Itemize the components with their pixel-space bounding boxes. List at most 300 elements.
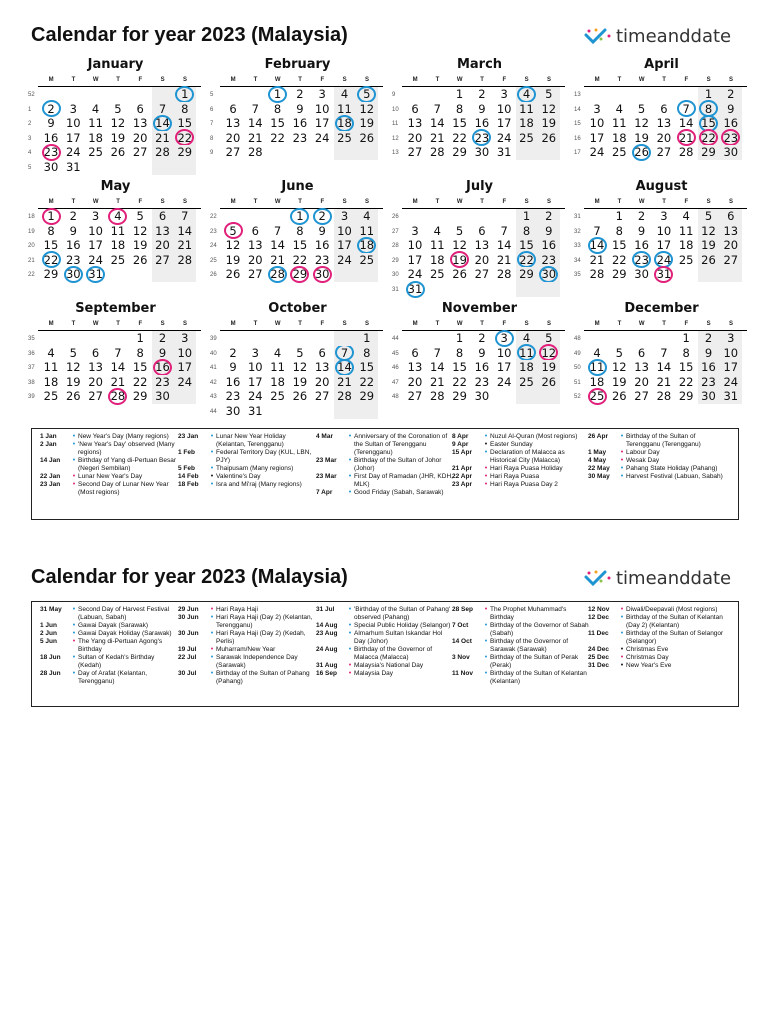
day-cell: 20	[225, 130, 241, 145]
day-cell: 20	[314, 374, 330, 389]
holiday-entry	[178, 465, 315, 473]
day-cell: 27	[656, 145, 672, 160]
day-cell: 5	[136, 209, 144, 223]
day-cell: 25	[334, 131, 356, 146]
week-number: 30	[392, 272, 399, 279]
holiday-entry	[316, 489, 453, 497]
day-cell: 20	[474, 252, 490, 267]
day-cell: 8	[615, 223, 623, 238]
weekday-header: F	[684, 321, 689, 327]
weekday-header: W	[274, 321, 281, 327]
holiday-entry	[588, 449, 725, 457]
day-cell: 19	[611, 374, 627, 389]
day-cell: 26	[611, 389, 627, 404]
day-cell: 9	[478, 101, 486, 116]
holiday-type-dot-icon: •	[620, 654, 624, 661]
day-cell: 20	[656, 130, 672, 145]
day-cell: 26	[292, 389, 308, 404]
day-cell: 3	[334, 209, 356, 224]
day-cell: 3	[500, 87, 508, 101]
day-cell: 1	[47, 209, 55, 223]
day-cell: 6	[478, 223, 486, 238]
day-cell: 23	[65, 252, 81, 267]
week-number: 46	[392, 365, 399, 372]
holiday-column	[588, 606, 725, 670]
week-number: 38	[28, 379, 35, 386]
week-number: 23	[210, 228, 217, 235]
holiday-entry	[178, 473, 315, 481]
holiday-name: Easter Sunday	[490, 441, 533, 448]
day-cell: 9	[296, 101, 304, 116]
day-cell: 9	[538, 224, 560, 239]
timeanddate-logo-2[interactable]	[583, 568, 731, 589]
weekday-header: W	[638, 77, 645, 83]
holiday-name: Birthday of the Governor of Malacca (Malacca)	[354, 646, 433, 661]
weekday-header: F	[138, 77, 143, 83]
holiday-entry	[316, 606, 453, 622]
holiday-name: New Year's Day (Many regions)	[78, 433, 169, 440]
week-number: 10	[392, 106, 399, 113]
day-cell: 22	[356, 375, 378, 390]
day-cell: 24	[589, 145, 605, 160]
day-cell: 6	[136, 101, 144, 116]
month-may	[28, 177, 203, 297]
weekday-header: T	[617, 321, 622, 327]
day-cell: 28	[496, 267, 512, 282]
day-cell: 14	[678, 116, 694, 131]
holiday-name: Malaysia Day	[354, 670, 394, 677]
day-cell: 2	[318, 209, 326, 223]
week-number: 9	[210, 150, 214, 157]
holiday-date: 30 Jun	[178, 630, 199, 637]
day-cell: 19	[292, 374, 308, 389]
holiday-type-dot-icon: •	[348, 457, 352, 464]
day-cell: 6	[229, 101, 237, 116]
day-cell: 2	[637, 209, 646, 223]
holiday-type-dot-icon: •	[620, 606, 624, 613]
day-cell: 17	[407, 252, 423, 267]
day-cell: 23	[314, 252, 330, 267]
week-number: 51	[574, 379, 581, 386]
month-name: January	[87, 57, 144, 72]
day-cell: 19	[634, 130, 649, 145]
day-cell: 3	[91, 209, 100, 223]
week-number: 1	[28, 106, 32, 113]
holiday-date: 24 Dec	[588, 646, 609, 653]
day-cell: 29	[452, 145, 467, 160]
day-cell: 8	[136, 345, 144, 360]
empty-weekend-cell	[538, 389, 560, 404]
weekday-header: T	[253, 77, 258, 83]
weekday-header: S	[546, 77, 551, 83]
holiday-column	[178, 433, 315, 489]
day-cell: 25	[110, 252, 126, 267]
holiday-date: 22 Jan	[40, 473, 61, 480]
day-cell: 22	[43, 252, 59, 267]
day-cell: 25	[611, 145, 627, 160]
day-cell: 2	[720, 87, 742, 102]
day-cell: 28	[247, 145, 263, 160]
holiday-name: Pahang State Holiday (Pahang)	[626, 465, 718, 472]
day-cell: 21	[496, 252, 512, 267]
day-cell: 20	[247, 252, 263, 267]
weekday-header: W	[638, 199, 645, 205]
holiday-entry	[40, 630, 177, 638]
holiday-type-dot-icon: •	[72, 630, 76, 637]
day-cell: 5	[356, 87, 378, 102]
holiday-entry	[40, 457, 177, 473]
holiday-name: Second Day of Harvest Festival (Labuan, Sabah)	[78, 606, 170, 621]
empty-weekend-cell	[516, 389, 538, 404]
week-number: 39	[28, 394, 35, 401]
day-cell: 15	[516, 238, 538, 253]
day-cell: 12	[132, 223, 148, 238]
holiday-name: Hari Raya Puasa Holiday	[490, 465, 563, 472]
holiday-column	[40, 433, 177, 497]
holiday-entry	[588, 662, 725, 670]
holiday-date: 7 Apr	[316, 489, 333, 496]
day-cell: 4	[433, 223, 441, 238]
weekday-header: M	[594, 199, 600, 205]
month-april	[574, 55, 749, 175]
weekday-header: S	[728, 321, 733, 327]
day-cell: 30	[698, 389, 720, 404]
day-cell: 1	[296, 209, 304, 223]
holiday-type-dot-icon: •	[484, 654, 488, 661]
day-cell: 6	[251, 223, 259, 238]
week-number: 42	[210, 379, 217, 386]
empty-weekend-cell	[356, 404, 378, 419]
weekday-header: T	[116, 321, 120, 327]
day-cell: 21	[247, 130, 263, 145]
holiday-entry	[452, 622, 589, 638]
month-march	[392, 55, 567, 175]
holiday-name: Malaysia's National Day	[354, 662, 424, 669]
holiday-date: 28 Jun	[40, 670, 61, 677]
week-number: 47	[392, 379, 399, 386]
day-cell: 1	[455, 331, 464, 345]
day-cell: 15	[43, 238, 59, 253]
day-cell: 28	[589, 267, 605, 282]
holiday-entry	[40, 481, 177, 497]
day-cell: 4	[615, 101, 623, 116]
day-cell: 14	[334, 360, 356, 375]
holiday-entry	[588, 473, 725, 481]
day-cell: 24	[407, 267, 423, 282]
day-cell: 9	[478, 345, 486, 360]
week-number: 41	[210, 365, 217, 372]
day-cell: 10	[496, 101, 512, 116]
day-cell: 19	[356, 116, 378, 131]
day-cell: 17	[589, 130, 605, 145]
day-cell: 18	[589, 374, 605, 389]
holiday-entry	[178, 670, 315, 686]
holiday-entry	[40, 622, 177, 630]
weekday-header: T	[116, 199, 120, 205]
holiday-name: 'New Year's Day' observed (Many regions)	[78, 441, 175, 456]
day-cell: 9	[152, 346, 174, 361]
day-cell: 18	[516, 116, 538, 131]
day-cell: 28	[678, 145, 694, 160]
holiday-entry	[178, 481, 315, 489]
holiday-date: 14 Feb	[178, 473, 199, 480]
day-cell: 14	[152, 116, 174, 131]
day-cell: 15	[292, 238, 308, 253]
day-cell: 16	[720, 116, 742, 131]
day-cell: 7	[334, 346, 356, 361]
holiday-date: 28 Sep	[452, 606, 473, 613]
day-cell: 16	[538, 238, 560, 253]
day-cell: 5	[296, 345, 304, 360]
weekday-header: F	[502, 77, 507, 83]
day-cell: 15	[678, 360, 694, 375]
weekday-header: T	[71, 321, 76, 327]
holiday-entry	[40, 433, 177, 441]
day-cell: 29	[174, 145, 196, 160]
weekday-header: S	[706, 321, 711, 327]
week-number: 20	[28, 243, 35, 250]
weekday-header: M	[412, 199, 418, 205]
month-july	[392, 177, 567, 297]
day-cell: 7	[433, 345, 441, 360]
holiday-date: 15 Apr	[452, 449, 472, 456]
day-cell: 28	[429, 389, 445, 404]
holiday-name: Second Day of Lunar New Year (Most regions)	[78, 481, 169, 496]
day-cell: 3	[69, 101, 77, 116]
holiday-date: 14 Aug	[316, 622, 338, 629]
holiday-name: Wesak Day	[626, 457, 660, 464]
holiday-entry	[316, 670, 453, 678]
day-cell: 17	[88, 238, 103, 253]
day-cell: 16	[634, 238, 649, 253]
holiday-entry	[40, 654, 177, 670]
empty-weekend-cell	[538, 282, 560, 297]
week-number: 52	[28, 92, 35, 98]
weekday-header: S	[364, 321, 369, 327]
week-number: 48	[392, 394, 399, 401]
day-cell: 20	[88, 374, 103, 389]
holiday-date: 23 Apr	[452, 481, 472, 488]
holiday-entry	[588, 654, 725, 662]
holiday-name: Declaration of Malacca as Historical City (Malacca)	[490, 449, 565, 464]
day-cell: 27	[88, 389, 103, 404]
holiday-entry	[316, 622, 453, 630]
holiday-entry	[452, 638, 589, 654]
day-cell: 14	[174, 224, 196, 239]
day-cell: 17	[720, 360, 742, 375]
day-cell: 7	[660, 345, 668, 360]
day-cell: 19	[132, 238, 148, 253]
week-number: 8	[210, 135, 214, 142]
day-cell: 30	[225, 404, 241, 418]
week-number: 16	[574, 135, 581, 142]
holiday-entry	[316, 457, 453, 473]
day-cell: 13	[656, 116, 672, 131]
day-cell: 14	[496, 238, 512, 253]
day-cell: 12	[356, 102, 378, 117]
month-june	[210, 177, 385, 297]
weekday-header: W	[456, 199, 463, 205]
day-cell: 29	[43, 267, 59, 282]
weekday-header: T	[617, 77, 622, 83]
day-cell: 28	[270, 267, 285, 282]
holiday-name: Birthday of the Sultan of Perak (Perak)	[490, 654, 579, 669]
weekday-header: T	[435, 321, 440, 327]
holiday-entry	[316, 662, 453, 670]
day-cell: 31	[65, 160, 81, 174]
day-cell: 8	[356, 346, 378, 361]
weekday-header: T	[662, 199, 666, 205]
timeanddate-logo[interactable]	[583, 26, 731, 47]
day-cell: 10	[65, 116, 81, 131]
holiday-type-dot-icon: •	[484, 638, 488, 645]
day-cell: 29	[678, 389, 694, 404]
holiday-date: 16 Sep	[316, 670, 337, 677]
empty-weekend-cell	[538, 145, 560, 160]
day-cell: 12	[538, 346, 560, 361]
month-name: November	[441, 301, 518, 316]
holiday-date: 2 Jan	[40, 441, 57, 448]
day-cell: 2	[478, 331, 486, 345]
holiday-date: 19 Jul	[178, 646, 197, 653]
day-cell: 15	[270, 116, 285, 131]
day-cell: 18	[270, 374, 285, 389]
week-number: 2	[28, 121, 32, 128]
day-cell: 6	[152, 209, 174, 224]
day-cell: 23	[538, 253, 560, 268]
weekday-header: S	[160, 77, 165, 83]
day-cell: 17	[314, 116, 330, 131]
day-cell: 29	[132, 389, 148, 404]
day-cell: 3	[660, 209, 668, 223]
holiday-date: 12 Dec	[588, 614, 609, 621]
day-cell: 4	[114, 209, 122, 223]
week-number: 26	[210, 272, 217, 279]
day-cell: 21	[270, 252, 285, 267]
holiday-name: First Day of Ramadan (JHR, KDH, MLK)	[354, 473, 453, 488]
day-cell: 27	[247, 267, 263, 282]
day-cell: 18	[88, 130, 103, 145]
day-cell: 4	[334, 87, 356, 102]
holiday-name: Good Friday (Sabah, Sarawak)	[354, 489, 444, 496]
holiday-date: 1 Feb	[178, 449, 195, 456]
holiday-type-dot-icon: •	[348, 606, 352, 613]
day-cell: 8	[682, 345, 690, 360]
holiday-type-dot-icon: •	[620, 646, 624, 653]
holiday-name: Nuzul Al-Quran (Most regions)	[490, 433, 578, 440]
holiday-name: Diwali/Deepavali (Most regions)	[626, 606, 718, 613]
weekday-header: T	[116, 77, 120, 83]
weekday-header: S	[524, 321, 529, 327]
day-cell: 8	[47, 223, 55, 238]
weekday-header: M	[412, 321, 418, 327]
day-cell: 16	[43, 130, 59, 145]
holiday-column	[178, 606, 315, 686]
day-cell: 25	[516, 131, 538, 146]
weekday-header: T	[71, 77, 76, 83]
day-cell: 19	[538, 360, 560, 375]
holiday-entry	[40, 441, 177, 457]
day-cell: 5	[698, 209, 720, 224]
week-number: 45	[392, 350, 399, 357]
holiday-entry	[178, 449, 315, 465]
holiday-name: Harvest Festival (Labuan, Sabah)	[626, 473, 723, 480]
holiday-name: Sultan of Kedah's Birthday (Kedah)	[78, 654, 155, 669]
weekday-header: S	[706, 77, 711, 83]
holiday-entry	[316, 433, 453, 457]
day-cell: 3	[500, 331, 508, 345]
day-cell: 14	[429, 360, 445, 375]
holiday-type-dot-icon: •	[72, 481, 76, 488]
day-cell: 4	[356, 209, 378, 224]
day-cell: 18	[429, 252, 445, 267]
day-cell: 13	[88, 360, 103, 375]
day-cell: 8	[174, 102, 196, 117]
week-number: 21	[28, 257, 35, 264]
holiday-list-1	[31, 428, 739, 520]
timeanddate-logo-icon	[583, 27, 613, 47]
day-cell: 21	[429, 374, 445, 389]
holiday-type-dot-icon: •	[484, 606, 488, 613]
day-cell: 14	[429, 116, 445, 131]
day-cell: 27	[407, 389, 423, 404]
holiday-column	[452, 433, 589, 489]
weekday-header: M	[594, 321, 600, 327]
holiday-type-dot-icon: •	[484, 622, 488, 629]
empty-weekend-cell	[334, 267, 356, 282]
holiday-type-dot-icon: •	[348, 622, 352, 629]
day-cell: 2	[152, 331, 174, 346]
holiday-type-dot-icon: •	[210, 606, 214, 613]
holiday-name: Birthday of Yang di-Pertuan Besar (Negeri Sembilan)	[78, 457, 177, 472]
day-cell: 21	[589, 252, 605, 267]
day-cell: 23	[698, 375, 720, 390]
day-cell: 3	[411, 223, 419, 238]
day-cell: 14	[656, 360, 672, 375]
day-cell: 17	[247, 374, 263, 389]
day-cell: 24	[314, 130, 330, 145]
day-cell: 27	[152, 253, 174, 268]
day-cell: 20	[132, 130, 148, 145]
empty-weekend-cell	[152, 87, 174, 102]
day-cell: 18	[43, 374, 59, 389]
holiday-name: New Year's Eve	[626, 662, 672, 669]
page-title-2: Calendar for year 2023 (Malaysia)	[31, 566, 348, 588]
day-cell: 15	[174, 116, 196, 131]
day-cell: 6	[411, 101, 419, 116]
day-cell: 12	[698, 224, 720, 239]
day-cell: 23	[720, 131, 742, 146]
holiday-type-dot-icon: •	[72, 622, 76, 629]
holiday-name: Gawai Dayak (Sarawak)	[78, 622, 149, 629]
day-cell: 6	[318, 345, 326, 360]
holiday-entry	[178, 654, 315, 670]
day-cell: 6	[91, 345, 100, 360]
week-number: 52	[574, 394, 581, 401]
day-cell: 23	[152, 375, 174, 390]
empty-weekend-cell	[516, 145, 538, 160]
logo-text: timeanddate	[616, 26, 732, 47]
day-cell: 15	[611, 238, 627, 253]
month-february	[210, 55, 385, 175]
week-number: 44	[392, 336, 399, 342]
day-cell: 22	[452, 130, 467, 145]
day-cell: 11	[429, 238, 445, 253]
day-cell: 8	[698, 102, 720, 117]
weekday-header: S	[182, 77, 187, 83]
day-cell: 1	[136, 331, 144, 345]
day-cell: 3	[720, 331, 742, 346]
